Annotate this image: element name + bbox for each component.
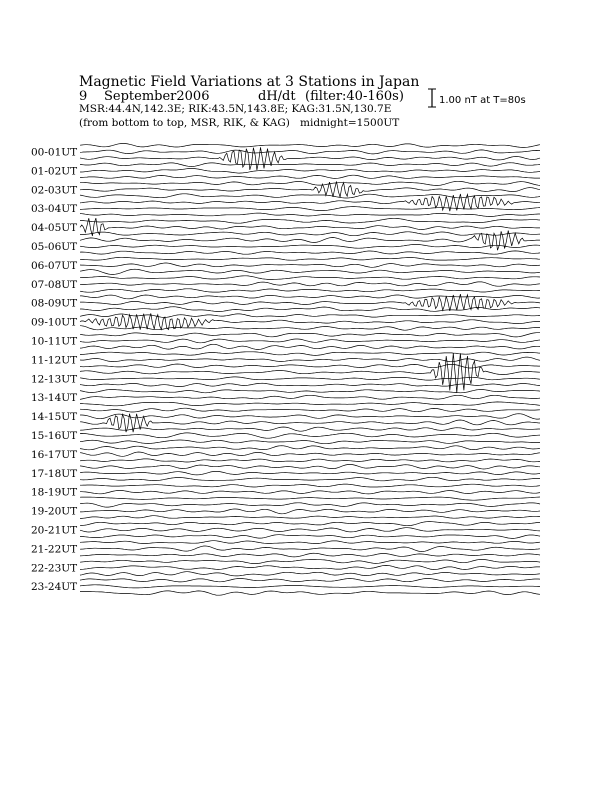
station-trace — [80, 471, 540, 475]
hour-label: 00-01UT — [31, 146, 78, 159]
hour-label: 07-08UT — [31, 278, 78, 291]
station-trace — [80, 572, 540, 576]
station-trace — [80, 585, 540, 588]
station-trace — [80, 232, 540, 236]
hour-label: 04-05UT — [31, 222, 78, 235]
hour-label: 03-04UT — [31, 203, 78, 216]
date-day: 9 — [79, 89, 88, 104]
hour-label: 19-20UT — [31, 505, 78, 518]
station-trace — [80, 446, 540, 450]
hour-label: 18-19UT — [31, 486, 78, 499]
hour-label: 22-23UT — [31, 562, 78, 575]
station-trace — [80, 433, 540, 438]
station-trace — [80, 364, 540, 368]
station-trace — [80, 150, 540, 154]
station-trace — [80, 289, 540, 292]
station-trace — [80, 427, 540, 431]
scale-bar-label: 1.00 nT at T=80s — [439, 95, 526, 106]
station-trace — [80, 509, 540, 514]
midnight-note: midnight=1500UT — [300, 117, 400, 129]
station-trace — [80, 414, 540, 419]
station-trace — [80, 440, 540, 444]
station-trace — [80, 251, 540, 254]
station-trace — [80, 245, 540, 249]
station-trace — [80, 326, 540, 331]
hour-label: 11-12UT — [31, 354, 78, 367]
station-trace — [80, 352, 540, 356]
station-trace — [80, 314, 540, 318]
hour-label: 08-09UT — [31, 297, 78, 310]
station-trace — [80, 218, 540, 223]
chart-title: Magnetic Field Variations at 3 Stations in Japan — [79, 74, 420, 90]
station-trace — [80, 408, 540, 412]
hour-label: 23-24UT — [31, 581, 78, 594]
station-trace — [80, 546, 540, 552]
station-trace — [80, 452, 540, 456]
scale-bar — [428, 89, 526, 107]
hour-label: 14-15UT — [31, 411, 78, 424]
station-trace — [80, 591, 540, 595]
hour-label: 02-03UT — [31, 184, 78, 197]
station-trace — [80, 541, 540, 544]
station-trace — [80, 339, 540, 343]
hour-label: 13-14UT — [31, 392, 78, 405]
station-trace — [80, 459, 540, 462]
station-trace — [80, 477, 540, 481]
hour-label: 09-10UT — [31, 316, 78, 329]
station-trace — [80, 263, 540, 267]
hour-label: 06-07UT — [31, 259, 78, 272]
station-trace — [80, 175, 540, 178]
station-trace — [80, 276, 540, 280]
station-trace — [80, 333, 540, 337]
trace-order-note: (from bottom to top, MSR, RIK, & KAG) — [79, 117, 290, 129]
station-trace — [80, 295, 540, 299]
filter-label: (filter:40-160s) — [305, 89, 404, 104]
station-trace — [80, 257, 540, 260]
hour-label: 20-21UT — [31, 524, 78, 537]
station-trace — [80, 516, 540, 519]
station-trace — [80, 390, 540, 393]
station-trace — [80, 213, 540, 216]
station-trace — [80, 464, 540, 469]
station-trace — [80, 559, 540, 563]
traces — [80, 143, 540, 595]
hour-label: 16-17UT — [31, 448, 78, 461]
station-trace — [80, 377, 540, 380]
hour-label: 21-22UT — [31, 543, 78, 556]
station-trace — [80, 402, 540, 406]
station-trace — [80, 282, 540, 286]
station-trace — [80, 357, 540, 362]
station-trace — [80, 344, 540, 349]
station-trace — [80, 490, 540, 494]
hour-label: 12-13UT — [31, 373, 78, 386]
station-trace — [80, 503, 540, 507]
station-trace — [80, 484, 540, 487]
station-trace — [80, 553, 540, 557]
quantity-label: dH/dt — [258, 89, 296, 104]
hour-label: 10-11UT — [31, 335, 78, 348]
station-trace — [80, 163, 540, 167]
station-trace — [80, 269, 540, 274]
station-trace — [80, 528, 540, 532]
date-month-year: September2006 — [104, 89, 210, 104]
hour-label: 15-16UT — [31, 430, 78, 442]
station-trace — [80, 395, 540, 399]
station-trace — [80, 579, 540, 582]
hour-label: 01-02UT — [31, 165, 78, 178]
station-trace — [80, 497, 540, 500]
station-trace — [80, 535, 540, 539]
station-coordinates: MSR:44.4N,142.3E; RIK:43.5N,143.8E; KAG:31.5N,130.7E — [79, 103, 392, 115]
hour-labels — [31, 147, 77, 594]
station-trace — [80, 169, 540, 174]
station-trace — [80, 522, 540, 526]
station-trace — [80, 181, 540, 185]
hour-label: 17-18UT — [31, 467, 78, 480]
hour-label: 05-06UT — [31, 241, 78, 253]
station-trace — [80, 565, 540, 569]
station-trace — [80, 194, 540, 198]
station-trace — [80, 143, 540, 147]
